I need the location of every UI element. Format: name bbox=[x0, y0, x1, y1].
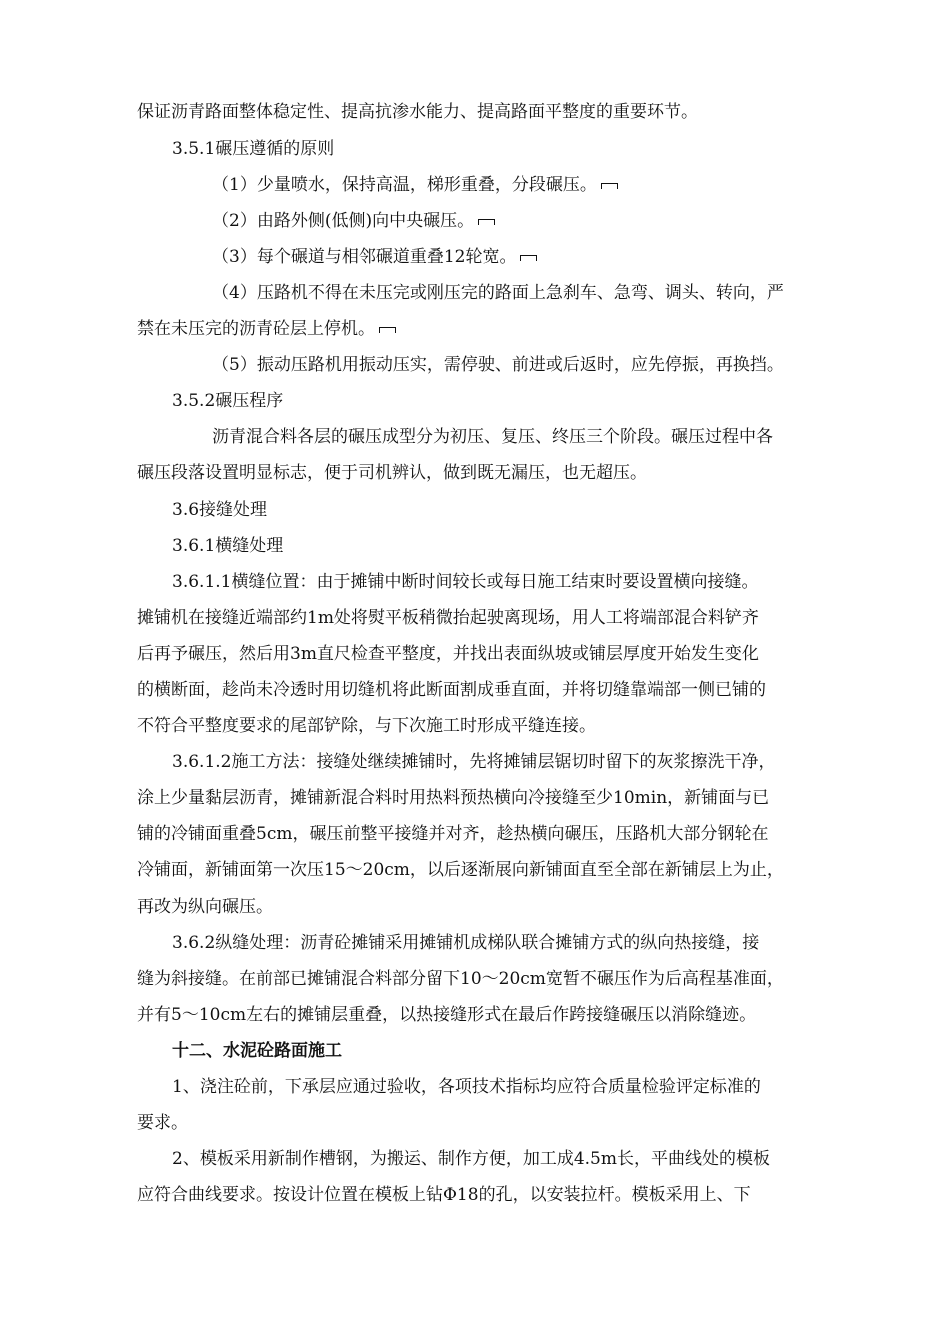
paragraph-line: 保证沥青路面整体稳定性、提高抗渗水能力、提高路面平整度的重要环节。 bbox=[137, 102, 698, 122]
paragraph-line: 3.6.1.2施工方法：接缝处继续摊铺时，先将摊铺层锯切时留下的灰浆擦洗干净， bbox=[172, 752, 776, 772]
list-item-text: （1）少量喷水，保持高温，梯形重叠，分段碾压。 bbox=[212, 175, 597, 195]
paragraph-line: 涂上少量黏层沥青，摊铺新混合料时用热料预热横向冷接缝至少10min，新铺面与已 bbox=[137, 788, 770, 808]
paragraph-line: 再改为纵向碾压。 bbox=[137, 897, 273, 917]
paragraph-line: 不符合平整度要求的尾部铲除，与下次施工时形成平缝连接。 bbox=[137, 716, 596, 736]
paragraph-mark-icon bbox=[520, 255, 537, 261]
paragraph-line: 沥青混合料各层的碾压成型分为初压、复压、终压三个阶段。碾压过程中各 bbox=[212, 427, 773, 447]
paragraph-line: 缝为斜接缝。在前部已摊铺混合料部分留下10～20cm宽暂不碾压作为后高程基准面， bbox=[137, 969, 784, 989]
chapter-heading: 十二、水泥砼路面施工 bbox=[172, 1041, 342, 1061]
paragraph-line: 要求。 bbox=[137, 1113, 188, 1133]
paragraph-line: 并有5～10cm左右的摊铺层重叠，以热接缝形式在最后作跨接缝碾压以消除缝迹。 bbox=[137, 1005, 757, 1025]
paragraph-line: 后再予碾压，然后用3m直尺检查平整度，并找出表面纵坡或铺层厚度开始发生变化 bbox=[137, 644, 759, 664]
paragraph-mark-icon bbox=[379, 327, 396, 333]
paragraph-line: 2、模板采用新制作槽钢，为搬运、制作方便，加工成4.5m长，平曲线处的模板 bbox=[172, 1149, 770, 1169]
paragraph-line: 3.6.1.1横缝位置：由于摊铺中断时间较长或每日施工结束时要设置横向接缝。 bbox=[172, 572, 759, 592]
list-item bbox=[0, 246, 950, 268]
paragraph-line: 应符合曲线要求。按设计位置在模板上钻Φ18的孔，以安装拉杆。模板采用上、下 bbox=[137, 1185, 751, 1205]
paragraph-mark-icon bbox=[601, 183, 618, 189]
list-item-text: （3）每个碾道与相邻碾道重叠12轮宽。 bbox=[212, 247, 517, 267]
paragraph-line: 铺的冷铺面重叠5cm，碾压前整平接缝并对齐，趁热横向碾压，压路机大部分钢轮在 bbox=[137, 824, 769, 844]
paragraph-line: 摊铺机在接缝近端部约1m处将熨平板稍微抬起驶离现场，用人工将端部混合料铲齐 bbox=[137, 608, 759, 628]
paragraph-line: 1、浇注砼前，下承层应通过验收，各项技术指标均应符合质量检验评定标准的 bbox=[172, 1077, 761, 1097]
paragraph-line bbox=[0, 318, 950, 340]
list-item bbox=[0, 210, 950, 232]
paragraph-line: 冷铺面，新铺面第一次压15～20cm，以后逐渐展向新铺面直至全部在新铺层上为止， bbox=[137, 860, 784, 880]
paragraph-line: 的横断面，趁尚未冷透时用切缝机将此断面割成垂直面，并将切缝靠端部一侧已铺的 bbox=[137, 680, 766, 700]
section-heading: 3.6接缝处理 bbox=[172, 500, 268, 520]
paragraph-line-text: 禁在未压完的沥青砼层上停机。 bbox=[137, 319, 375, 339]
list-item bbox=[0, 174, 950, 196]
list-item-text: （2）由路外侧(低侧)向中央碾压。 bbox=[212, 211, 475, 231]
paragraph-line: 3.6.2纵缝处理：沥青砼摊铺采用摊铺机成梯队联合摊铺方式的纵向热接缝，接 bbox=[172, 933, 760, 953]
list-item: （5）振动压路机用振动压实，需停驶、前进或后返时，应先停振，再换挡。 bbox=[212, 355, 784, 375]
list-item: （4）压路机不得在未压完或刚压完的路面上急刹车、急弯、调头、转向，严 bbox=[212, 283, 784, 303]
section-heading: 3.5.2碾压程序 bbox=[172, 391, 284, 411]
section-heading: 3.5.1碾压遵循的原则 bbox=[172, 139, 335, 159]
paragraph-line: 碾压段落设置明显标志，便于司机辨认，做到既无漏压，也无超压。 bbox=[137, 463, 647, 483]
paragraph-mark-icon bbox=[478, 219, 495, 225]
section-heading: 3.6.1横缝处理 bbox=[172, 536, 284, 556]
